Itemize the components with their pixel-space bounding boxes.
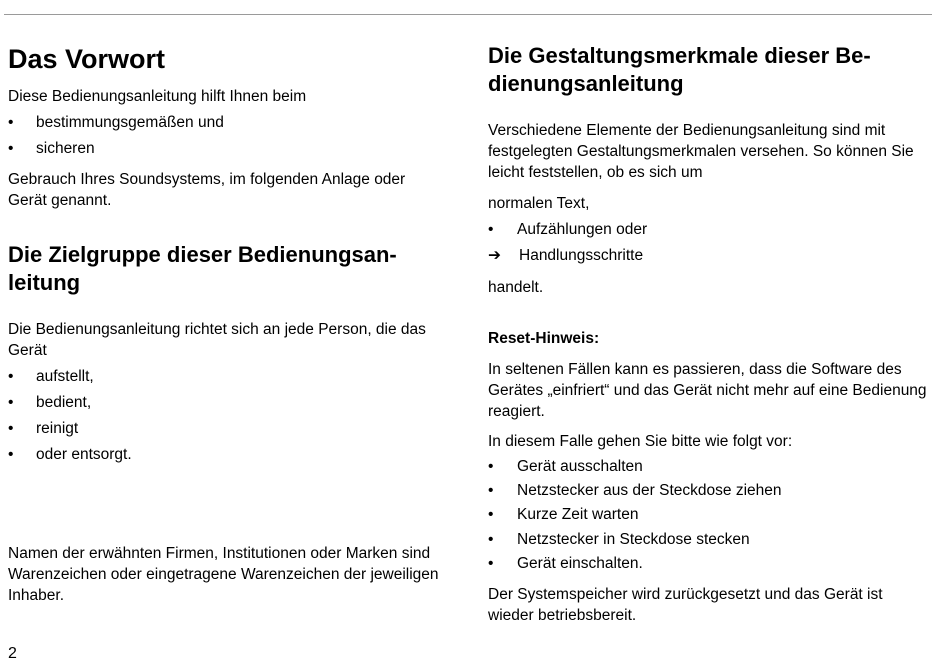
heading-vorwort: Das Vorwort	[8, 44, 166, 74]
zielgruppe-bullet-list	[8, 366, 132, 470]
vorwort-intro: Diese Bedienungsanleitung hilft Ihnen beim	[8, 88, 307, 105]
list-item: • Gerät ausschalten	[488, 458, 643, 475]
arrow-right-icon: ➔	[488, 247, 501, 264]
list-item: • sicheren	[8, 140, 95, 157]
gestaltung-examples-list	[488, 219, 647, 271]
bullet-icon: •	[488, 458, 494, 475]
vorwort-bullet-list	[8, 112, 224, 164]
bullet-icon: •	[8, 446, 14, 463]
bullet-icon: •	[8, 114, 14, 131]
bullet-icon: •	[488, 530, 494, 548]
heading-gestaltung: Die Gestaltungsmerkmale dieser Be-dienungsanleitung	[488, 43, 871, 96]
normal-text-example: normalen Text,	[488, 195, 590, 212]
list-item: • Aufzählungen oder	[488, 221, 648, 238]
heading-zielgruppe: Die Zielgruppe dieser Bedienungsan-leitung	[8, 242, 397, 295]
bullet-icon: •	[8, 394, 14, 411]
list-item: ➔ Handlungsschritte	[488, 247, 644, 264]
list-item: • aufstellt,	[8, 368, 94, 385]
reset-para1: In seltenen Fällen kann es passieren, dass die Software des Gerätes „einfriert“ und das Gerät nicht mehr auf eine Bedienung reagiert.	[488, 361, 927, 420]
gestaltung-intro: Verschiedene Elemente der Bedienungsanleitung sind mit festgelegten Gestaltungsmerkmalen versehen. So können Sie leicht feststellen, ob es sich um	[488, 122, 914, 181]
trademark-note: Namen der erwähnten Firmen, Institutionen oder Marken sind Warenzeichen oder eingetragene Warenzeichen der jeweiligen Inhaber.	[8, 545, 439, 604]
list-item: • oder entsorgt.	[8, 446, 132, 463]
bullet-icon: •	[488, 554, 494, 572]
bullet-icon: •	[8, 140, 14, 157]
page-number: 2	[8, 645, 17, 662]
reset-para2: In diesem Falle gehen Sie bitte wie folgt vor:	[488, 433, 793, 450]
reset-steps-list	[488, 456, 782, 577]
list-item: • Netzstecker aus der Steckdose ziehen	[488, 482, 782, 500]
list-item: • bedient,	[8, 394, 92, 411]
bullet-icon: •	[488, 482, 494, 500]
reset-outro: Der Systemspeicher wird zurückgesetzt und das Gerät ist wieder betriebsbereit.	[488, 586, 883, 624]
vorwort-outro: Gebrauch Ihres Soundsystems, im folgenden Anlage oder Gerät genannt.	[8, 171, 406, 209]
gestaltung-outro: handelt.	[488, 279, 544, 296]
zielgruppe-intro: Die Bedienungsanleitung richtet sich an jede Person, die das Gerät	[8, 321, 426, 359]
list-item: • bestimmungsgemäßen und	[8, 114, 224, 131]
bullet-icon: •	[488, 221, 494, 238]
list-item: • Gerät einschalten.	[488, 554, 643, 572]
list-item: • Netzstecker in Steckdose stecken	[488, 530, 750, 548]
list-item: • Kurze Zeit warten	[488, 506, 639, 524]
list-item: • reinigt	[8, 420, 79, 437]
top-rule	[4, 14, 932, 15]
bullet-icon: •	[488, 506, 494, 524]
bullet-icon: •	[8, 368, 14, 385]
heading-reset: Reset-Hinweis:	[488, 330, 600, 347]
bullet-icon: •	[8, 420, 14, 437]
